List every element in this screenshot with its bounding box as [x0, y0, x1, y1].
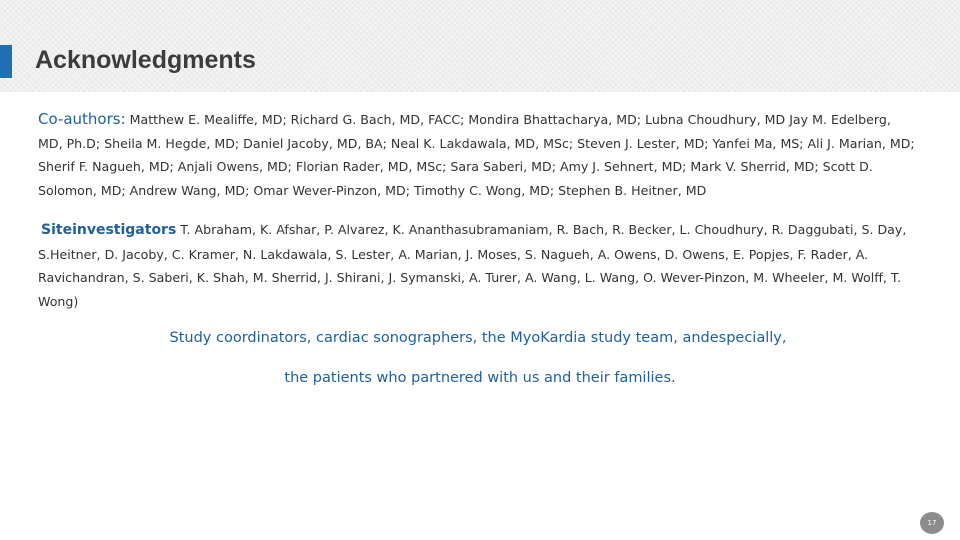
- coauthors-paragraph: [38, 108, 918, 202]
- title-accent-bar: [0, 45, 12, 78]
- site-investigators-paragraph: [38, 218, 918, 313]
- slide-title: Acknowledgments: [35, 46, 256, 74]
- page-number-badge: 17: [920, 512, 944, 534]
- site-investigators-label: Siteinvestigators: [41, 222, 177, 238]
- site-investigators-list: T. Abraham, K. Afshar, P. Alvarez, K. Ananthasubramaniam, R. Bach, R. Becker, L. Choudhury, R. Daggubati, S. Day, S.Heitner, D. Jacoby, C. Kramer, N. Lakdawala, S. Lester, A. Marian, J. Moses, S. Nagueh, A. Owens, D. Owens, E. Popjes, F. Rader, A. Ravichandran, S. Saberi, K. Shah, M. Sherrid, J. Shirani, J. Symanski, A. Turer, A. Wang, L. Wang, O. Wever-Pinzon, M. Wheeler, M. Wolff, T. Wong): [38, 222, 907, 309]
- closing-line-1: Study coordinators, cardiac sonographers, the MyoKardia study team, andespecially,: [169, 330, 787, 346]
- coauthors-label: Co-authors:: [38, 110, 126, 128]
- coauthors-list: Matthew E. Mealiffe, MD; Richard G. Bach, MD, FACC; Mondira Bhattacharya, MD; Lubna Choudhury, MD Jay M. Edelberg, MD, Ph.D; Sheila M. Hegde, MD; Daniel Jacoby, MD, BA; Neal K. Lakdawala, MD, MSc; Steven J. Lester, MD; Yanfei Ma, MS; Ali J. Marian, MD; Sherif F. Nagueh, MD; Anjali Owens, MD; Florian Rader, MD, MSc; Sara Saberi, MD; Amy J. Sehnert, MD; Mark V. Sherrid, MD; Scott D. Solomon, MD; Andrew Wang, MD; Omar Wever-Pinzon, MD; Timothy C. Wong, MD; Stephen B. Heitner, MD: [38, 112, 915, 198]
- closing-line-2: the patients who partnered with us and their families.: [284, 370, 676, 386]
